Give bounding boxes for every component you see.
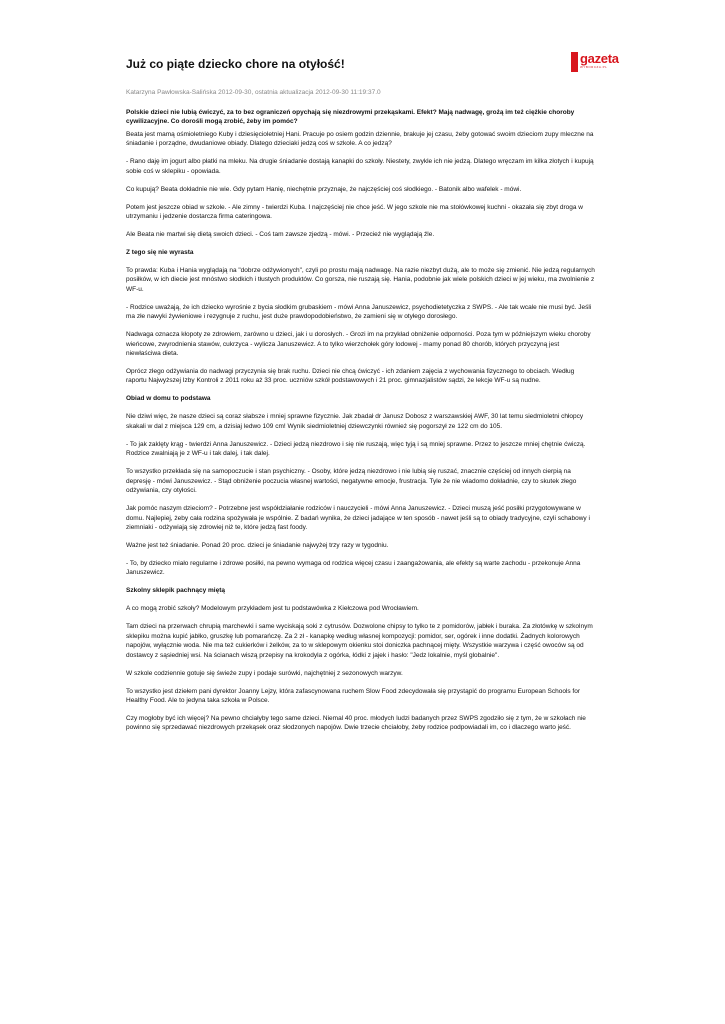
article-paragraph: Nadwaga oznacza kłopoty ze zdrowiem, zarówno u dzieci, jak i u dorosłych. - Grozi im na przykład obniżenie odporności. Poza tym w późniejszym wieku choroby wieńcowe, zwyrodnienia stawów, cukrzyca - wylicza Januszewicz. A to tylko wierzchołek góry lodowej - mamy ponad 80 chorób, których przyczyną jest niewłaściwa dieta. xyxy=(126,331,591,358)
article-paragraph: Ale Beata nie martwi się dietą swoich dzieci. - Coś tam zawsze zjedzą - mówi. - Przecież nie wyglądają źle. xyxy=(126,231,435,239)
article-paragraph: Czy mogłoby być ich więcej? Na pewno chciałyby tego same dzieci. Niemal 40 proc. młodych ludzi badanych przez SWPS zgodziło się z tym, że w szkołach nie powinno się sprzedawać niezdrowych przekąsek oraz słodzonych napojów. Dwie trzecie chciałoby, żeby rodzice podpowiadali im, co i dlaczego warto jeść. xyxy=(126,714,586,732)
article-paragraph: Ważne jest też śniadanie. Ponad 20 proc. dzieci je śniadanie najwyżej trzy razy w tygodniu. xyxy=(126,541,389,549)
article-paragraph: A co mogą zrobić szkoły? Modelowym przykładem jest tu podstawówka z Kiełczowa pod Wrocławiem. xyxy=(126,605,419,613)
article-paragraph: To wszystko przekłada się na samopoczucie i stan psychiczny. - Osoby, które jedzą niezdrowo i nie lubią się ruszać, znacznie częściej od innych cierpią na depresję - mówi Januszewicz. - Stąd obniżenie poczucia własnej wartości, negatywne emocje, frustracja. Tyle że nie wiadomo dokładnie, czy to skutek złego odżywiania, czy otyłości. xyxy=(126,468,577,495)
article-paragraph: Beata jest mamą ośmioletniego Kuby i dziesięcioletniej Hani. Pracuje po osiem godzin dziennie, brakuje jej czasu, żeby gotować swoim dzieciom zupy mleczne na śniadanie i porządne, dwudaniowe obiady. Dlatego dzieciaki jedzą coś w szkole. A co jedzą? xyxy=(126,130,594,148)
article-paragraph: W szkole codziennie gotuje się świeże zupy i podaje surówki, najchętniej z sezonowych warzyw. xyxy=(126,669,403,677)
article-body xyxy=(126,130,595,733)
gazeta-logo[interactable] xyxy=(571,52,625,74)
article-paragraph: To wszystko jest dziełem pani dyrektor Joanny Lejzy, która zafascynowana ruchem Slow Food zdecydowała się przystąpić do programu European Schools for Healthy Food. Ale to jedyna taka szkoła w Polsce. xyxy=(126,687,581,704)
article-paragraph: Potem jest jeszcze obiad w szkole. - Ale zimny - twierdzi Kuba. I najczęściej nie chce jeść. W jego szkole nie ma stołówkowej kuchni - okazała się zbyt droga w utrzymaniu i jedzenie dostarcza firma cateringowa. xyxy=(126,203,583,221)
article-paragraph: To prawda: Kuba i Hania wyglądają na "dobrze odżywionych", czyli po prostu mają nadwagę. Na razie niezbyt dużą, ale to może się zmienić. Nie jedzą regularnych posiłków, w ich diecie jest mnóstwo słodkich i tłustych produktów. Co gorsza, nie ruszają się. Hania, podobnie jak wiele polskich dzieci w jej wieku, ma zwolnienie z WF-u. xyxy=(126,267,595,293)
article-paragraph: Nie dziwi więc, że nasze dzieci są coraz słabsze i mniej sprawne fizycznie. Jak zbadał dr Janusz Dobosz z warszawskiej AWF, 30 lat temu siedmioletni chłopcy skakali w dal z miejsca 129 cm, a dzisiaj ledwo 109 cm! Wynik siedmioletniej dziewczynki również się pogorszył ze 122 cm do 105. xyxy=(126,413,584,430)
article-byline: Katarzyna Pawłowska-Salińska 2012-09-30, ostatnia aktualizacja 2012-09-30 11:19:37.0 xyxy=(126,89,381,96)
logo-mark-icon xyxy=(571,52,578,72)
article-paragraph: Jak pomóc naszym dzieciom? - Potrzebne jest współdziałanie rodziców i nauczycieli - mówi Anna Januszewicz. - Dzieci muszą jeść posiłki przygotowywane w domu. Najlepiej, żeby cała rodzina spożywała je wspólnie. Z badań wynika, że dzieci jadające w ten sposób - nawet jeśli są to obiady tradycyjne, czyli schabowy i ziemniaki - odżywiają się zdrowiej niż te, które jedzą fast foody. xyxy=(126,505,590,531)
article-paragraph: Tam dzieci na przerwach chrupią marchewki i same wyciskają soki z cytrusów. Dozwolone chipsy to tylko te z pomidorów, jabłek i buraka. Za złotówkę w szkolnym sklepiku można kupić jabłko, gruszkę lub pomarańczę. Za 2 zł - kanapkę według własnej kompozycji: pomidor, ser, ogórek i inne dodatki. Żadnych kolorowych napojów, wyłącznie woda. Nie ma też cukierków i żelków, za to w sklepowym okienku stoi doniczka pachnącej mięty. Wszystkie warzywa i część owoców są od dostawcy z sąsiedniej wsi. Na ścianach wiszą przepisy na krokodyla z ogórka, łódki z jajek i hasło: "Jedz lokalnie, myśl globalnie". xyxy=(126,623,593,659)
article-title: Już co piąte dziecko chore na otyłość! xyxy=(126,57,345,71)
article-paragraph: Oprócz złego odżywiania do nadwagi przyczynia się brak ruchu. Dzieci nie chcą ćwiczyć - ich zdaniem zajęcia z wychowania fizycznego to obciach. Według raportu Najwyższej Izby Kontroli z 2011 roku aż 33 proc. uczniów szkół podstawowych i 21 proc. gimnazjalistów sądzi, że lekcje WF-u są nudne. xyxy=(126,368,575,385)
section-heading: Szkolny sklepik pachnący miętą xyxy=(126,587,225,595)
section-heading: Z tego się nie wyrasta xyxy=(126,249,194,257)
article-paragraph: - To jak zaklęty krąg - twierdzi Anna Januszewicz. - Dzieci jedzą niezdrowo i się nie ruszają, więc tyją i są mniej sprawne. Przez to jeszcze mniej chętnie ćwiczą. Rodzice zwalniają je z WF-u i tak dalej, i tak dalej. xyxy=(126,440,586,458)
article-paragraph: - Rodzice uważają, że ich dziecko wyrośnie z bycia słodkim grubaskiem - mówi Anna Januszewicz, psychodietetyczka z SWPS. - Ale tak wcale nie musi być. Jeśli ma złe nawyki żywieniowe i rezygnuje z ruchu, jest duże prawdopodobieństwo, że zamieni się w otyłego dorosłego. xyxy=(126,303,592,321)
article-lead: Polskie dzieci nie lubią ćwiczyć, za to bez ograniczeń opychają się niezdrowymi przekąskami. Efekt? Mają nadwagę, grożą im też ciężkie choroby cywilizacyjne. Co dorośli mogą zrobić, żeby im pomóc? xyxy=(126,109,575,126)
logo-word: gazeta xyxy=(580,51,619,66)
article-paragraph: - To, by dziecko miało regularne i zdrowe posiłki, na pewno wymaga od rodzica więcej czasu i zaangażowania, ale efekty są warte zachodu - przekonuje Anna Januszewicz. xyxy=(126,559,581,577)
logo-subtext: WYBORCZA.PL xyxy=(580,65,608,69)
section-heading: Obiad w domu to podstawa xyxy=(126,395,211,403)
article-header xyxy=(126,50,619,78)
article-paragraph: - Rano daję im jogurt albo płatki na mleku. Na drugie śniadanie dostają kanapki do szkoły. Niestety, zwykle ich nie jedzą. Dlatego wręczam im kilka złotych i kupują sobie coś w sklepiku - opowiada. xyxy=(126,158,594,175)
article-paragraph: Co kupują? Beata dokładnie nie wie. Gdy pytam Hanię, niechętnie przyznaje, że najczęściej coś słodkiego. - Batonik albo wafelek - mówi. xyxy=(126,185,522,193)
